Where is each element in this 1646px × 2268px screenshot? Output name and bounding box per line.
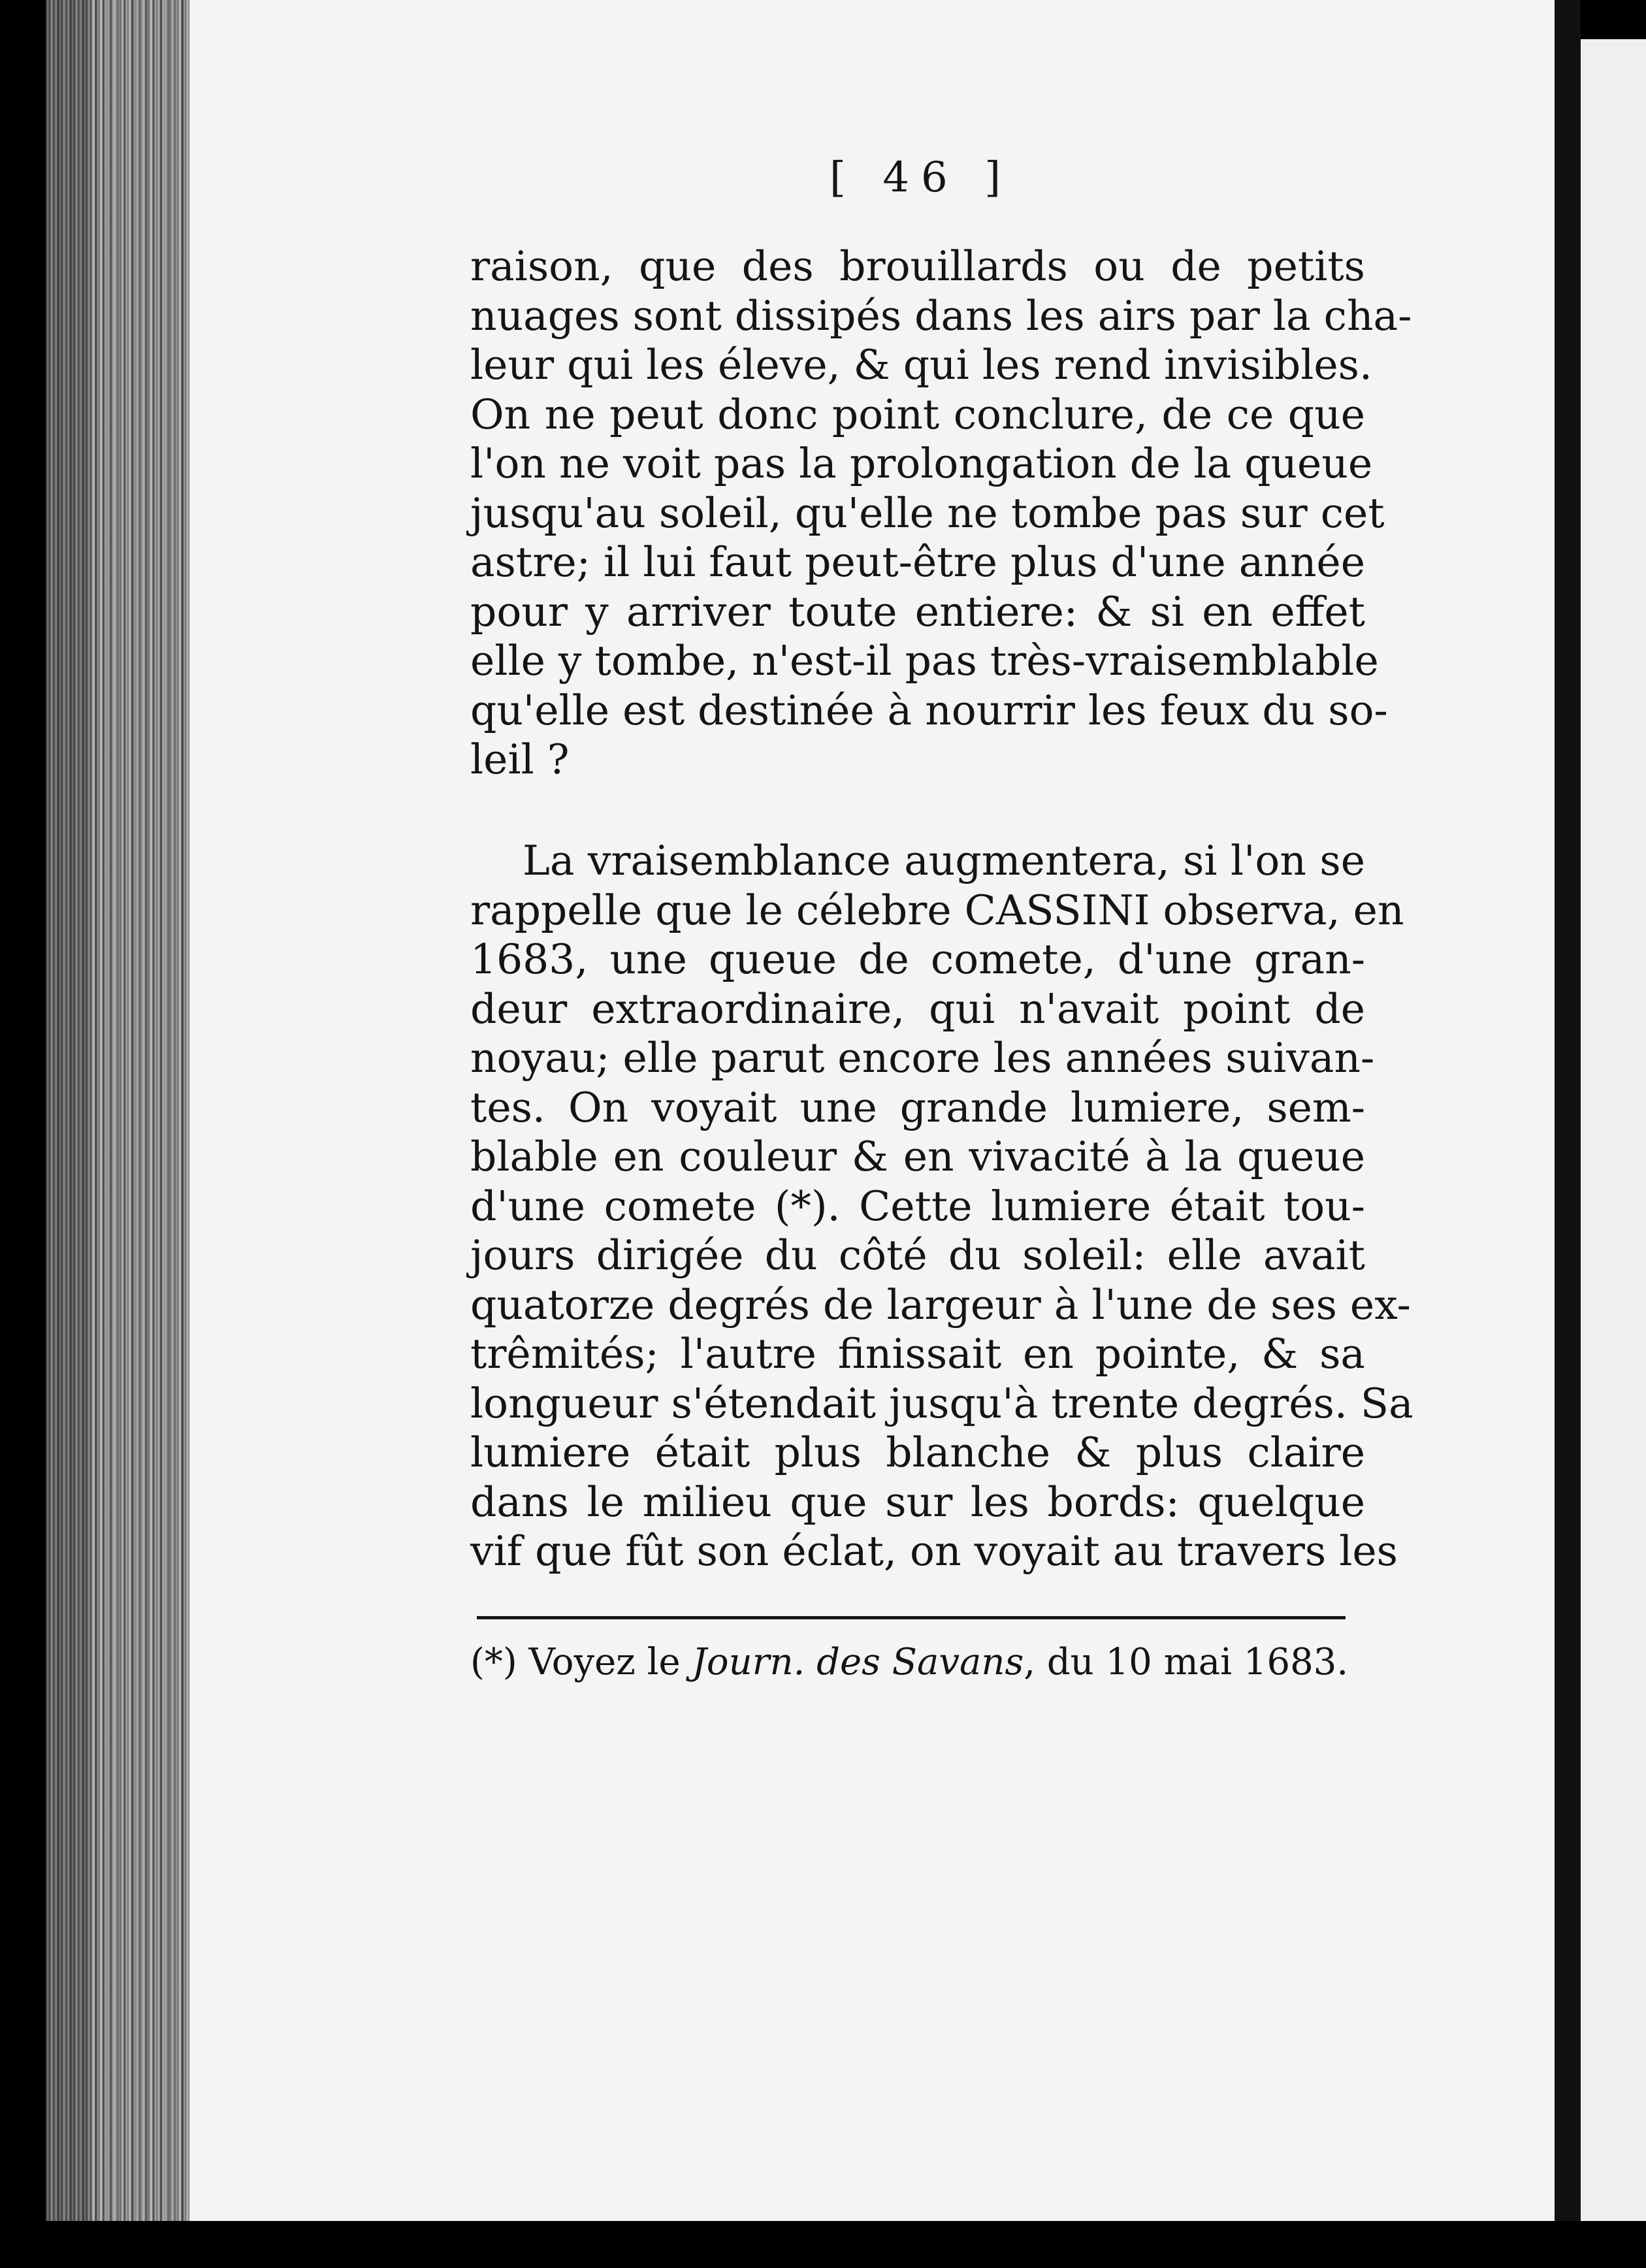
text-line: jours dirigée du côté du soleil: elle avait <box>470 1231 1365 1279</box>
page-number: [ 46 ] <box>830 154 1013 202</box>
page-edges-highlight <box>91 0 196 2268</box>
text-line: d'une comete (*). Cette lumiere était tou- <box>470 1182 1365 1230</box>
footnote <box>470 1640 1365 1685</box>
text-line: leil ? <box>470 736 570 783</box>
paragraph-2 <box>470 836 1413 1576</box>
scan-border <box>0 2221 1646 2268</box>
book-gutter <box>1555 0 1581 2268</box>
paragraph-1 <box>470 242 1412 785</box>
text-line: La vraisemblance augmentera, si l'on se <box>523 837 1365 884</box>
text-line: trêmités; l'autre finissait en pointe, & sa <box>470 1330 1365 1378</box>
text-line: jusqu'au soleil, qu'elle ne tombe pas sur cet <box>470 489 1385 537</box>
text-line: On ne peut donc point conclure, de ce que <box>470 390 1365 438</box>
footnote-suffix: , du 10 mai 1683. <box>1024 1641 1349 1683</box>
text-line: rappelle que le célebre CASSINI observa, en <box>470 886 1404 934</box>
text-line: dans le milieu que sur les bords: quelque <box>470 1478 1365 1526</box>
adjacent-page <box>1581 39 1646 2221</box>
footnote-rule <box>477 1616 1346 1619</box>
text-line: noyau; elle parut encore les années suivan- <box>470 1034 1375 1082</box>
text-line: deur extraordinaire, qui n'avait point de <box>470 984 1365 1033</box>
text-line: quatorze degrés de largeur à l'une de ses ex- <box>470 1280 1411 1329</box>
text-line: lumiere était plus blanche & plus claire <box>470 1429 1365 1476</box>
text-line: astre; il lui faut peut-être plus d'une année <box>470 538 1365 586</box>
text-line: blable en couleur & en vivacité à la queue <box>470 1133 1365 1180</box>
text-line: raison, que des brouillards ou de petits <box>470 242 1365 290</box>
text-line: l'on ne voit pas la prolongation de la queue <box>470 440 1373 487</box>
text-line: 1683, une queue de comete, d'une gran- <box>470 935 1365 983</box>
text-line: elle y tombe, n'est-il pas très-vraisemblable <box>470 637 1379 685</box>
footnote-journal: Journ. des Savans <box>692 1641 1024 1683</box>
text-line: vif que fût son éclat, on voyait au travers les <box>470 1527 1398 1575</box>
text-line: qu'elle est destinée à nourrir les feux du so- <box>470 686 1388 734</box>
text-line: leur qui les éleve, & qui les rend invisibles. <box>470 341 1373 389</box>
text-line: nuages sont dissipés dans les airs par la cha- <box>470 291 1412 340</box>
footnote-prefix: (*) Voyez le <box>470 1641 692 1683</box>
text-line: pour y arriver toute entiere: & si en effet <box>470 587 1365 636</box>
text-line: longueur s'étendait jusqu'à trente degrés. Sa <box>470 1379 1413 1427</box>
text-line: tes. On voyait une grande lumiere, sem- <box>470 1083 1365 1131</box>
